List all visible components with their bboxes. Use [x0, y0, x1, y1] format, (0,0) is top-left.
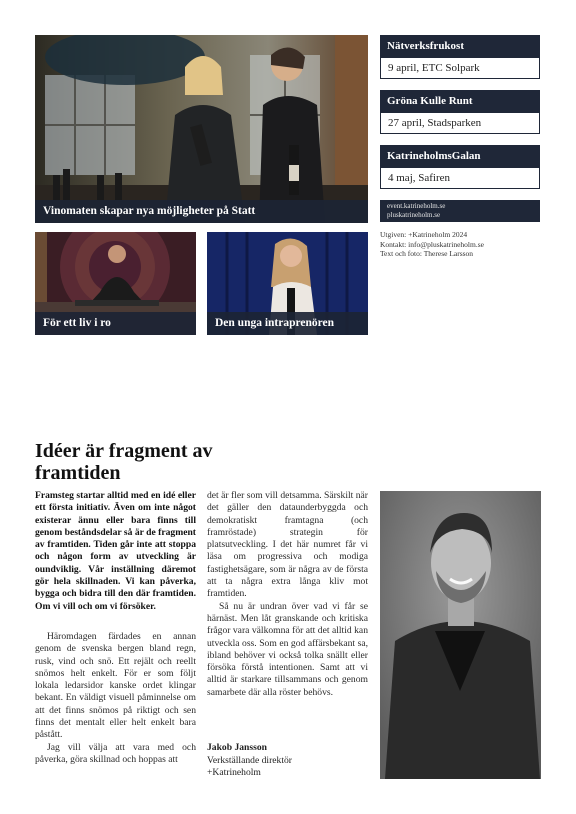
links-box	[380, 200, 540, 222]
event-detail-2: 27 april, Stadsparken	[380, 112, 540, 134]
event-title-3: KatrineholmsGalan	[380, 145, 540, 167]
event-detail-3: 4 maj, Safiren	[380, 167, 540, 189]
article-column-2	[207, 490, 368, 699]
imprint-contact: Kontakt: info@pluskatrineholm.se	[380, 239, 484, 249]
event-title-2: Gröna Kulle Runt	[380, 90, 540, 112]
imprint-credits: Text och foto: Therese Larsson	[380, 249, 474, 258]
article-headline: Idéer är fragment av framtiden	[35, 440, 213, 484]
link-plus[interactable]: pluskatrineholm.se	[387, 211, 441, 219]
signature-title: Verkställande direktör	[207, 755, 292, 766]
imprint	[380, 230, 550, 259]
imprint-published: Utgiven: +Katrineholm 2024	[380, 230, 468, 239]
signature-org: +Katrineholm	[207, 767, 261, 778]
main-photo	[35, 35, 368, 223]
portrait-illustration	[380, 491, 541, 779]
article-paragraph-3: det är fler som vill detsamma. Särskilt när det gäller den dataunderbyggda och demokratiskt framtagna (och framröstade) strategin för platsutveckling. I det här numret får vi läsa om progressiva och modiga fastighetsägare, som är några av de första att ta några extra långa kliv mot framtiden.	[207, 490, 368, 600]
main-photo-caption: Vinomaten skapar nya möjligheter på Statt	[35, 200, 368, 223]
article-paragraph-2: Jag vill välja att vara med och påverka, göra skillnad och hoppas att	[35, 741, 196, 765]
article-paragraph-1: Häromdagen färdades en annan genom de svenska bergen bland regn, rusk, vind och snö. Ett rejält och reellt snömos helt enkelt. För er som följt lokala ledarsidor kanske ordet klingar bekant. En väldigt visuell påminnelse om att det finns snömos på riktigt och sen finns det mentalt eller helt enkelt bara påstått.	[35, 630, 196, 741]
yoga-photo-caption: För ett liv i ro	[35, 312, 196, 335]
yoga-photo	[35, 232, 196, 335]
signature	[207, 742, 368, 779]
main-photo-illustration	[35, 35, 368, 223]
link-event[interactable]: event.katrineholm.se	[387, 202, 446, 210]
event-detail-1: 9 april, ETC Solpark	[380, 57, 540, 79]
signature-name: Jakob Jansson	[207, 742, 267, 753]
event-title-1: Nätverksfrukost	[380, 35, 540, 57]
article-paragraph-4: Så nu är undran över vad vi får se härnäst. Men låt granskande och kritiska frågor vara välkomna för att det alltid kan utveckla oss. Som en god affärsbekant sa, ibland behöver vi också tolka snällt eller försöka förstå intentionen. Samt att vi alltid är starkare tillsammans och genom samarbete där alla röster behövs.	[207, 600, 368, 698]
speaker-photo-caption: Den unga intraprenören	[207, 312, 368, 335]
article-lead: Framsteg startar alltid med en idé eller ett första initiativ. Även om inte något existerar ännu eller bara finns till genom beståndsdelar så är de fragment av framtiden. Tiden går inte att stoppa och någon form av utveckling är oundviklig. Vår inställning däremot gör hela skillnaden. Vi kan påverka, bygga och bidra till den där framtiden. Om vi vill och om vi försöker.	[35, 490, 196, 612]
article-column-1	[35, 490, 196, 766]
portrait-photo	[380, 491, 541, 779]
speaker-photo	[207, 232, 368, 335]
